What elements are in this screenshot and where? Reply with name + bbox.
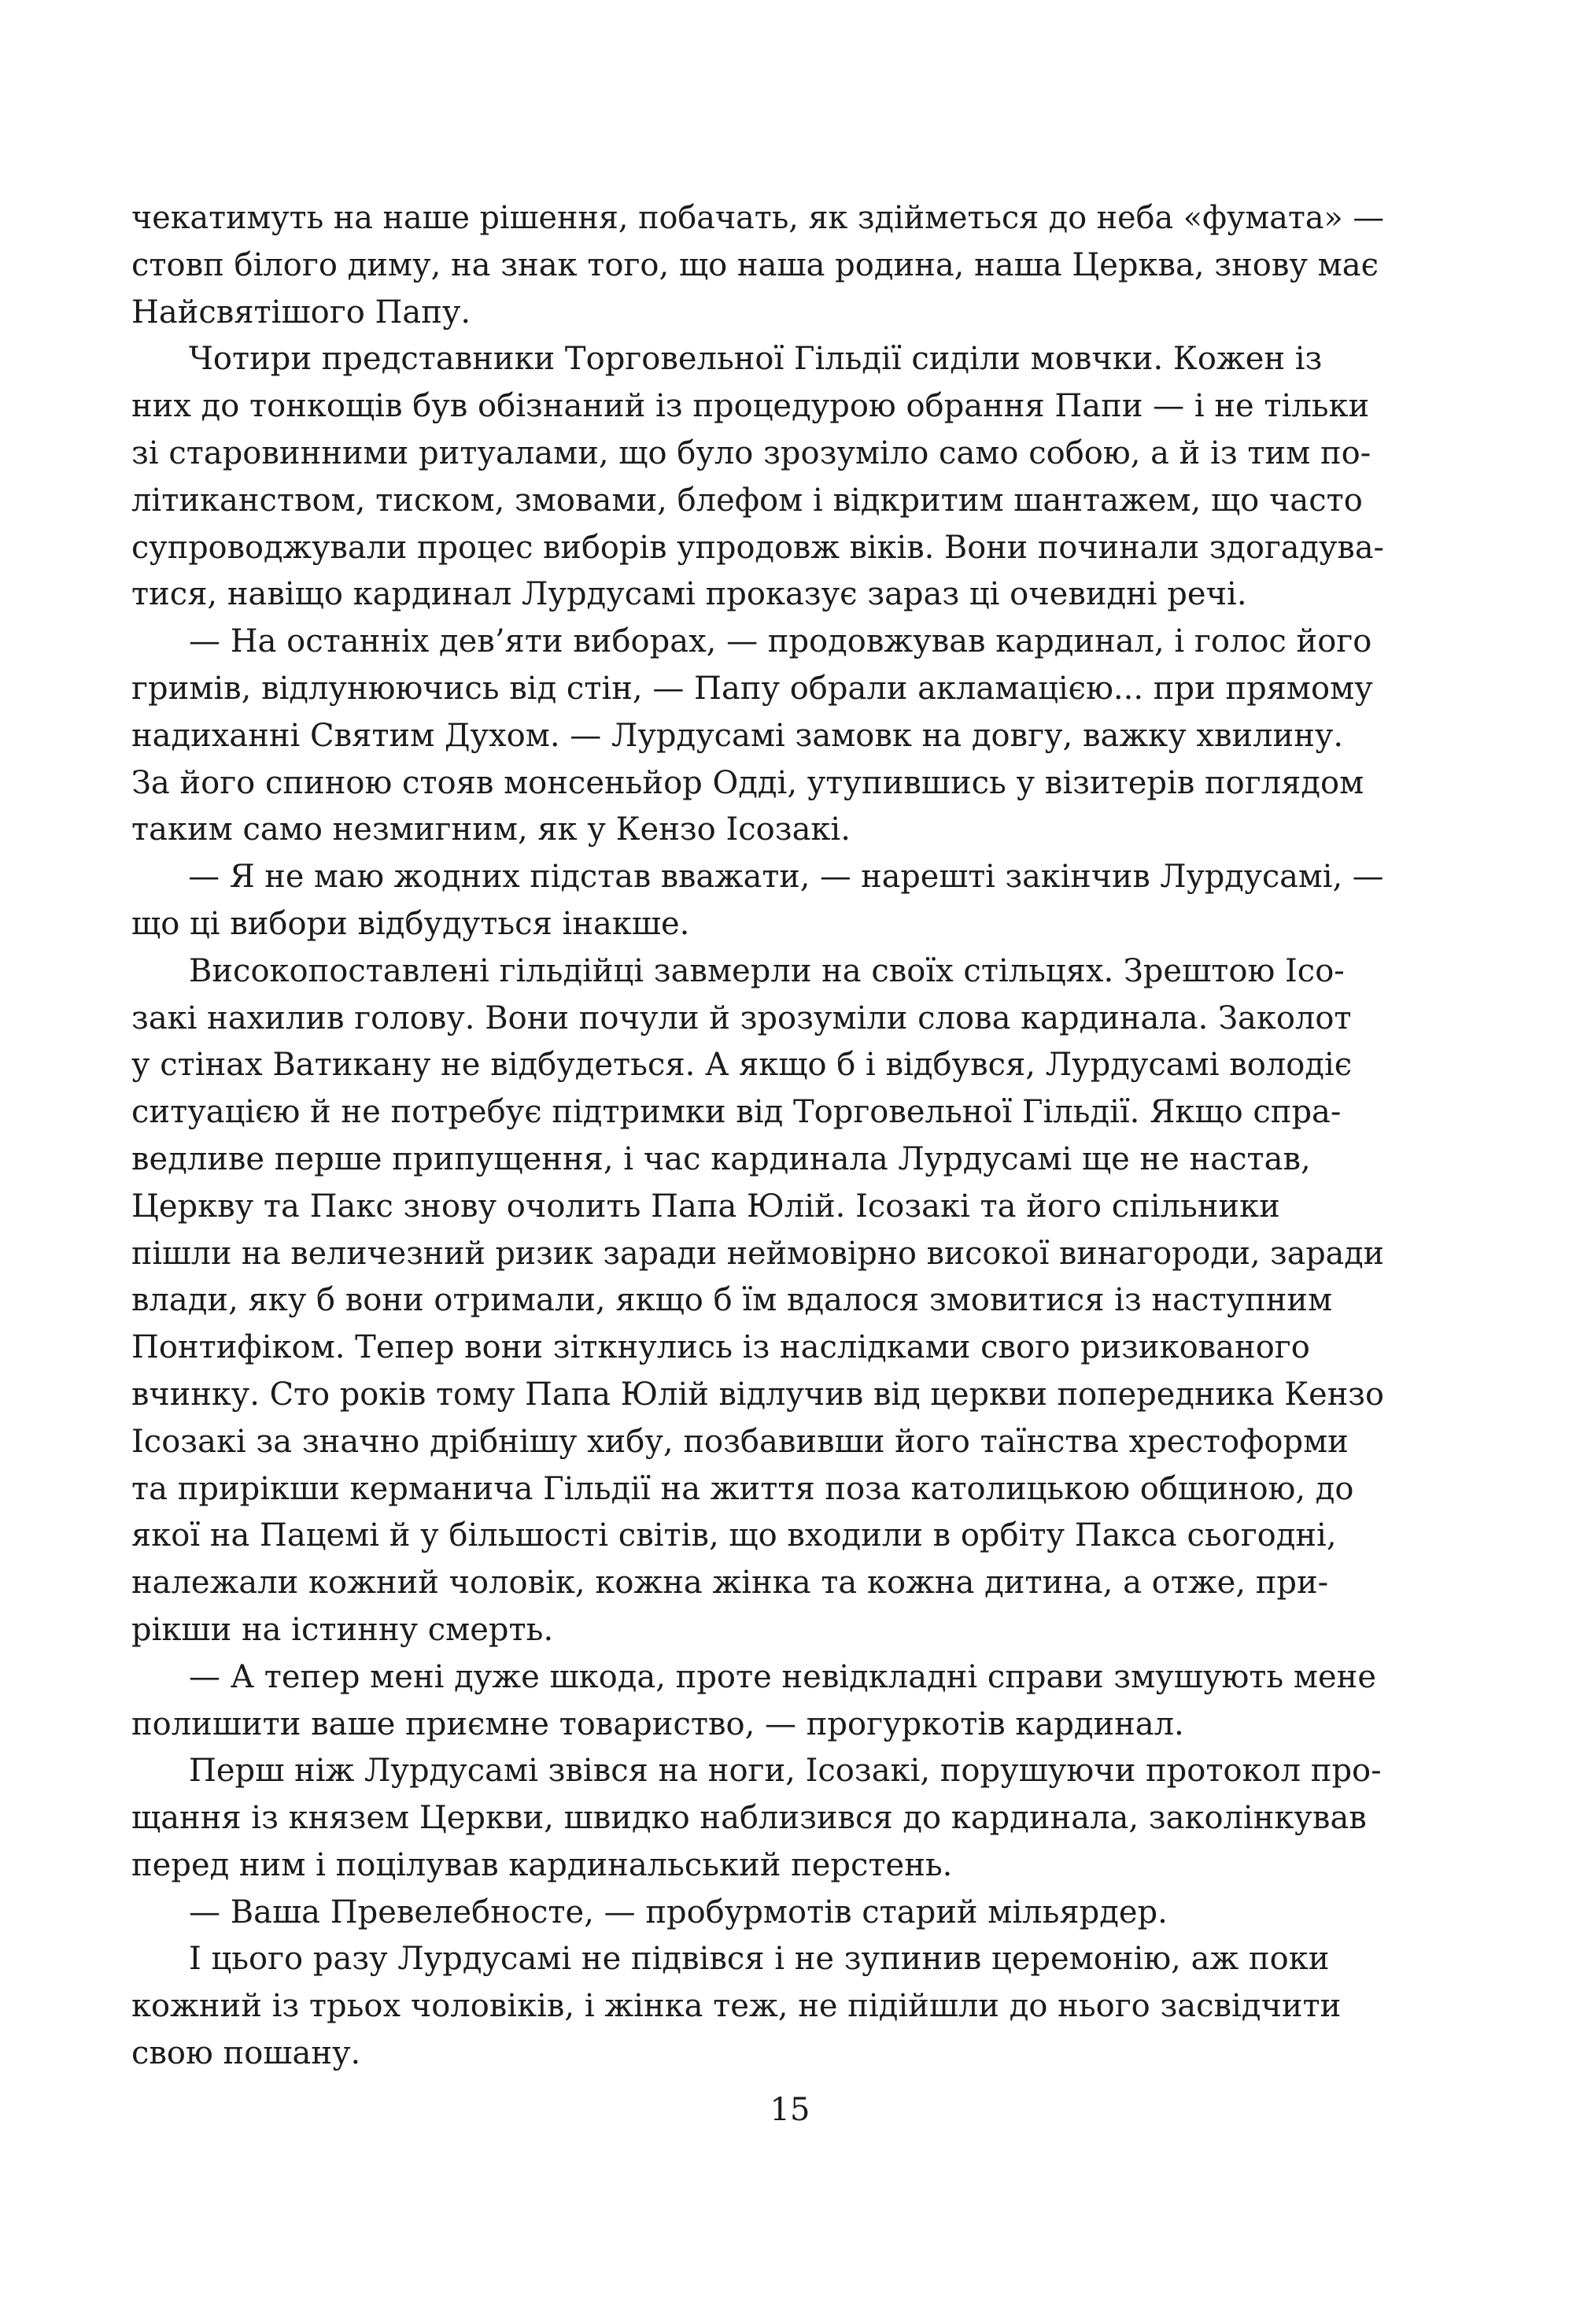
text-line: ситуацією й не потребує підтримки від Торговельної Гільдії. Якщо спра-: [131, 1094, 1342, 1131]
text-line: Високопоставлені гільдійці завмерли на своїх стільцях. Зрештою Ісо-: [189, 952, 1345, 989]
body-text: [131, 195, 1384, 2078]
paragraph: [131, 854, 1384, 948]
text-line: — На останніх дев’яти виборах, — продовжував кардинал, і голос його: [189, 623, 1372, 660]
text-line: — Я не маю жодних підстав вважати, — нарешті закінчив Лурдусамі, —: [188, 859, 1384, 896]
text-line: літиканством, тиском, змовами, блефом і відкритим шантажем, що часто: [131, 482, 1363, 519]
text-line: Найсвятішого Папу.: [131, 294, 471, 331]
text-line: щання із князем Церкви, швидко наблизився до кардинала, заколінкував: [131, 1800, 1367, 1837]
text-line: перед ним і поцілував кардинальський перстень.: [131, 1846, 953, 1883]
text-line: полишити ваше приємне товариство, — прогуркотів кардинал.: [131, 1705, 1184, 1742]
paragraph: [131, 619, 1384, 854]
text-line: гримів, відлунюючись від стін, — Папу обрали акламацією... при прямому: [131, 670, 1373, 707]
text-line: вчинку. Сто років тому Папа Юлій відлучив від церкви попередника Кензо: [131, 1376, 1384, 1413]
text-line: стовп білого диму, на знак того, що наша родина, наша Церква, знову має: [131, 246, 1379, 283]
text-line: Перш ніж Лурдусамі звівся на ноги, Ісозакі, порушуючи протокол про-: [189, 1753, 1382, 1790]
text-line: Ісозакі за значно дрібнішу хибу, позбавивши його таїнства хрестоформи: [131, 1423, 1349, 1460]
text-line: ведливе перше припущення, і час кардинала Лурдусамі ще не настав,: [131, 1140, 1311, 1177]
paragraph: [131, 1890, 1384, 1937]
text-line: — Ваша Превелебносте, — пробурмотів старий мільярдер.: [189, 1894, 1168, 1931]
paragraph: [131, 1748, 1384, 1889]
text-line: влади, яку б вони отримали, якщо б їм вдалося змовитися із наступним: [131, 1282, 1333, 1319]
text-line: Чотири представники Торговельної Гільдії сиділи мовчки. Кожен із: [189, 341, 1323, 378]
text-line: супроводжували процес виборів упродовж віків. Вони починали здогадува-: [131, 529, 1384, 566]
text-line: що ці вибори відбудуться інакше.: [131, 905, 690, 942]
text-line: надиханні Святим Духом. — Лурдусамі замовк на довгу, важку хвилину.: [131, 717, 1344, 754]
text-line: у стінах Ватикану не відбудеться. А якщо б і відбувся, Лурдусамі володіє: [131, 1047, 1353, 1084]
text-line: Церкву та Пакс знову очолить Папа Юлій. Ісозакі та його спільники: [131, 1188, 1280, 1225]
paragraph: [131, 195, 1384, 336]
page-number: 15: [770, 2092, 810, 2128]
text-line: зі старовинними ритуалами, що було зрозуміло само собою, а й із тим по-: [131, 434, 1371, 471]
paragraph: [131, 336, 1384, 619]
text-line: Понтифіком. Тепер вони зіткнулись із наслідками свого ризикованого: [131, 1329, 1310, 1366]
text-line: закі нахилив голову. Вони почули й зрозуміли слова кардинала. Заколот: [131, 999, 1352, 1036]
paragraph: [131, 1936, 1384, 2077]
text-line: таким само незмигним, як у Кензо Ісозакі.: [131, 811, 851, 848]
paragraph: [131, 1654, 1384, 1749]
text-line: чекатимуть на наше рішення, побачать, як здійметься до неба «фумата» —: [131, 200, 1384, 236]
text-line: них до тонкощів був обізнаний із процедурою обрання Папи — і не тільки: [131, 388, 1370, 425]
text-line: та прирікши керманича Гільдії на життя поза католицькою общиною, до: [131, 1470, 1354, 1507]
text-line: — А тепер мені дуже шкода, проте невідкладні справи змушують мене: [189, 1658, 1377, 1695]
text-line: За його спиною стояв монсеньйор Одді, утупившись у візитерів поглядом: [131, 764, 1364, 801]
text-line: якої на Пацемі й у більшості світів, що входили в орбіту Пакса сьогодні,: [131, 1517, 1337, 1554]
paragraph: [131, 948, 1384, 1654]
text-line: пішли на величезний ризик заради неймовірно високої винагороди, заради: [131, 1235, 1384, 1272]
text-line: свою пошану.: [131, 2035, 361, 2072]
text-line: І цього разу Лурдусамі не підвівся і не зупинив церемонію, аж поки: [189, 1941, 1330, 1978]
text-line: тися, навіщо кардинал Лурдусамі проказує зараз ці очевидні речі.: [131, 576, 1247, 613]
text-line: кожний із трьох чоловіків, і жінка теж, не підійшли до нього засвідчити: [131, 1988, 1342, 2025]
text-line: рікши на істинну смерть.: [131, 1611, 554, 1648]
text-line: належали кожний чоловік, кожна жінка та кожна дитина, а отже, при-: [131, 1565, 1329, 1602]
